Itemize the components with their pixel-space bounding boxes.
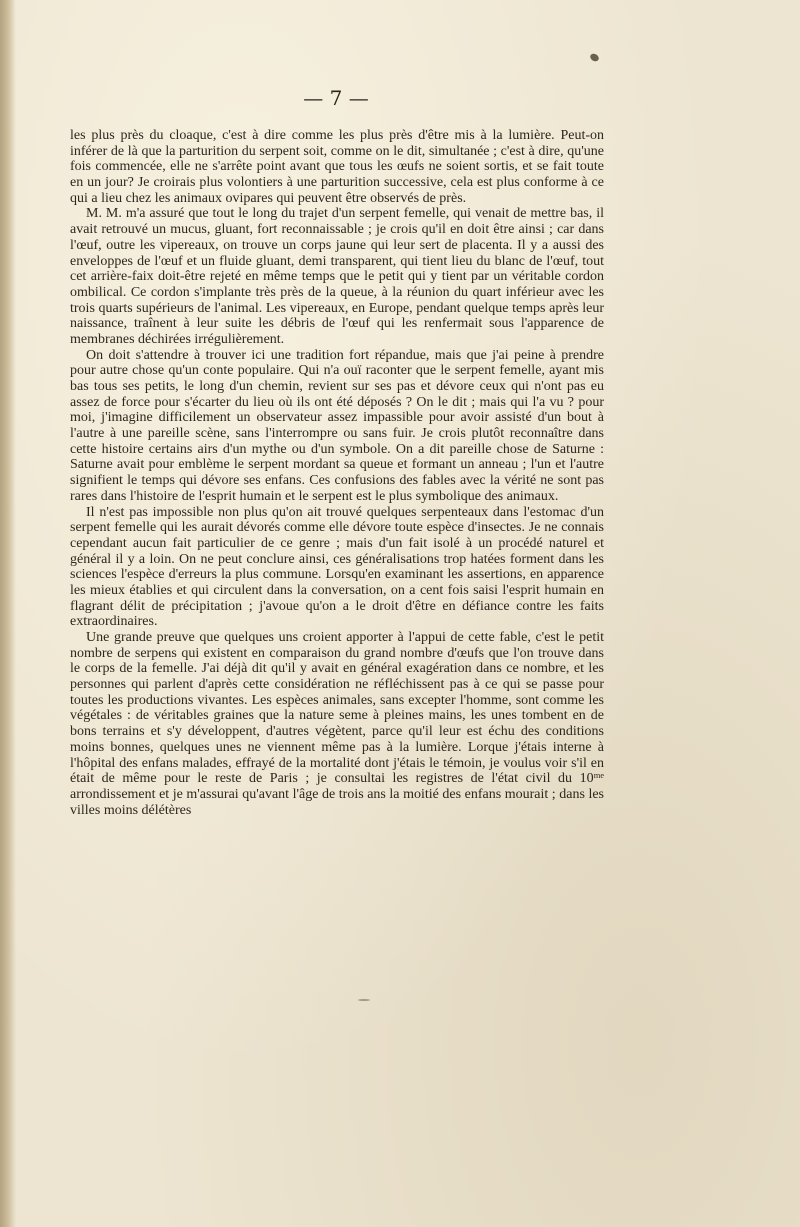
paragraph-2: M. M. m'a assuré que tout le long du trajet d'un serpent femelle, qui venait de mettre bas, il avait retrouvé un mucus, gluant, fort reconnaissable ; je crois qu'il en doit être ainsi ; car dans l'œuf, outre les vipereaux, on trouve un corps jaune qui leur sert de placenta. Il y a aussi des enveloppes de l'œuf et un fluide gluant, demi transparent, qui tient lieu du blanc de l'œuf, tout cet arrière-faix doit-être rejeté en même temps que le petit qui y tient par un véritable cordon ombilical. Ce cordon s'implante très près de la queue, à la réunion du quart inférieur avec les trois quarts supérieurs de l'animal. Les vipereaux, en Europe, pendant quelque temps après leur naissance, traînent à leur suite les débris de l'œuf qui les renfermait sous l'apparence de membranes déchirées irrégulièrement. (70, 206, 604, 347)
paragraph-3: On doit s'attendre à trouver ici une tradition fort répandue, mais que j'ai peine à prendre pour autre chose qu'un conte populaire. Qui n'a ouï raconter que le serpent femelle, ayant mis bas tous ses petits, le long d'un chemin, revient sur ses pas et dévore ceux qui n'ont pas eu assez de force pour s'écarter du lieu où ils ont été déposés ? On le dit ; mais qui l'a vu ? pour moi, j'imagine difficilement un observateur assez impassible pour avoir assisté d'un bout à l'autre à une pareille scène, sans l'interrompre ou sans fuir. Je crois plutôt reconnaître dans cette histoire certains airs d'un mythe ou d'un symbole. On a dit pareille chose de Saturne : Saturne avait pour emblème le serpent mordant sa queue et formant un anneau ; l'un et l'autre signifient le temps qui dévore ses enfans. Ces confusions des fables avec la vérité ne sont pas rares dans l'histoire de l'esprit humain et le serpent est le plus symbolique des animaux. (70, 347, 604, 504)
body-text (70, 128, 604, 818)
paragraph-1: les plus près du cloaque, c'est à dire comme les plus près d'être mis à la lumière. Peut-on inférer de là que la parturition du serpent soit, comme on le dit, simultanée ; c'est à dire, qu'une fois commencée, elle ne s'arrête point avant que tous les œufs ne soient sortis, et se fait toute en un jour? Je croirais plus volontiers à une parturition successive, cela est plus conforme à ce qui a lieu chez les animaux ovipares qui peuvent être observés de près. (70, 128, 604, 206)
ink-blot (589, 52, 600, 63)
paragraph-4: Il n'est pas impossible non plus qu'on ait trouvé quelques serpenteaux dans l'estomac d'un serpent femelle qui les aurait dévorés comme elle dévore toute espèce d'insectes. Je ne connais cependant aucun fait particulier de ce genre ; mais d'un fait isolé à un procédé naturel et général il y a loin. On ne peut conclure ainsi, ces généralisations trop hatées forment dans les sciences l'espèce d'erreurs la plus commune. Lorsqu'en examinant les assertions, en apparence les mieux établies et qui circulent dans la conversation, on a cent fois saisi l'esprit humain en flagrant délit de précipitation ; j'avoue qu'on a le droit d'être en défiance contre les faits extraordinaires. (70, 504, 604, 630)
binding-shadow (0, 0, 16, 1227)
paragraph-5: Une grande preuve que quelques uns croient apporter à l'appui de cette fable, c'est le petit nombre de serpens qui existent en comparaison du grand nombre d'œufs que l'on trouve dans le corps de la femelle. J'ai déjà dit qu'il y avait en général exagération dans ce nombre, et les personnes qui parlent d'après cette considération ne réfléchissent pas à ce qui se passe pour toutes les productions vivantes. Les espèces animales, sans excepter l'homme, sont comme les végétales : de véritables graines que la nature seme à pleines mains, les unes tombent en de bons terrains et s'y développent, d'autres végètent, parce qu'il leur est échu des conditions moins bonnes, quelques unes ne viennent même pas à la lumière. Lorque j'étais interne à l'hôpital des enfans malades, effrayé de la mortalité dont j'étais le témoin, je voulus voir s'il en était de même pour le reste de Paris ; je consultai les registres de l'état civil du 10ᵐᵉ arrondissement et je m'assurai qu'avant l'âge de trois ans la moitié des enfans mourait ; dans les villes moins délétères (70, 630, 604, 818)
ink-mark (358, 999, 370, 1001)
page-number: — 7 — (303, 86, 369, 110)
